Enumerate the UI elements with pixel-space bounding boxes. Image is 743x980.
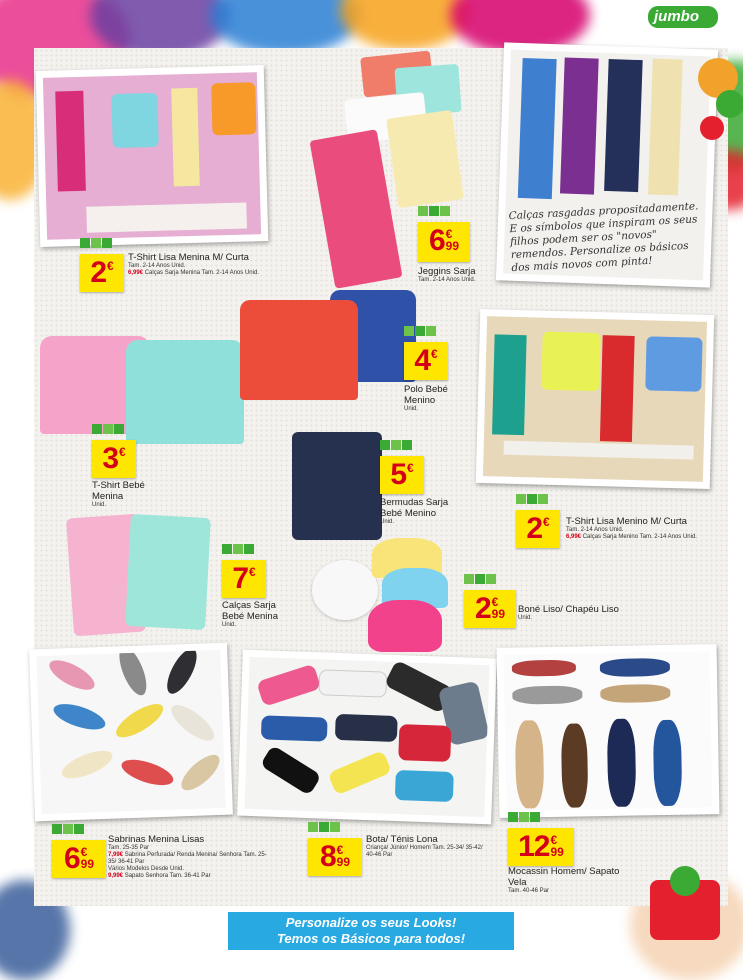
price-tag-jeggins: 6 € 99: [418, 222, 470, 262]
banner-line-2: Temos os Básicos para todos!: [276, 931, 466, 946]
price-tag-tshirt-menina: [80, 254, 124, 292]
label-tshirt-menino: T-Shirt Lisa Menino M/ Curta Tam. 2-14 Anos Unid. 6,99€ Calças Sarja Menino Tam. 2-14 Anos Unid.: [566, 516, 697, 540]
label-bone: Boné Liso/ Chapéu Liso Unid.: [518, 604, 619, 621]
product-name: T-Shirt Lisa Menina M/ Curta: [128, 252, 249, 263]
bermudas-image: [292, 432, 382, 540]
price-tag-polo: 4 €: [404, 342, 448, 380]
price-tag-mocassin: 12 € 99: [508, 828, 574, 866]
price-tag-tenis: 8 € 99: [308, 838, 362, 876]
slogan-banner: [228, 912, 514, 950]
label-tshirt-menina: T-Shirt Lisa Menina M/ Curta Tam. 2-14 Anos Unid. 6,99€ Calças Sarja Menina Tam. 2-14 Anos Unid.: [128, 252, 268, 277]
price-tag-tshirt-menino: 2 €: [516, 510, 560, 548]
product-size: Tam. 2-14 Anos Unid.: [128, 263, 186, 269]
ballet-flats-photo: [29, 643, 233, 822]
label-mocassin: Mocassin Homem/ Sapato Vela Tam. 40-46 Par: [508, 866, 620, 894]
price-tag-calcas-bebe: 7 €: [222, 560, 266, 598]
page-number: 15: [598, 10, 614, 26]
label-bermudas: Bermudas Sarja Bebé Menino Unid.: [380, 497, 449, 525]
label-sabrinas: Sabrinas Menina Lisas Tam. 25-35 Par 7,99€ Sabrina Perfurada/ Renda Menina/ Senhora Tam. 25-35/ 36-41 Par Vários Modelos Desde Unid. 9,99€ Sapato Senhora Tam. 36-41 Par: [108, 834, 267, 879]
canvas-sneakers-photo: [237, 650, 497, 825]
banner-line-1: Personalize os seus Looks!: [285, 915, 457, 930]
price-tag-tshirt-bebe: 3 €: [92, 440, 136, 478]
girls-clothes-photo: [36, 65, 269, 247]
loafers-boat-shoes-photo: [497, 644, 720, 818]
label-tenis: Bota/ Ténis Lona Criança/ Júnior/ Homem Tam. 25-34/ 35-42/ 40-46 Par: [366, 834, 483, 858]
handwritten-note: Calças rasgadas propositadamente. E os símbolos que inspiram os seus filhos podem ser os "novos" remendos. Personalize os básicos dos mais novos com pinta!: [508, 200, 699, 275]
label-jeggins: Jeggins Sarja Tam. 2-14 Anos Unid.: [418, 266, 476, 283]
price-integer: 2: [90, 256, 106, 289]
label-tshirt-bebe: T-Shirt Bebé Menina Unid.: [92, 480, 145, 508]
label-polo: Polo Bebé Menino Unid.: [404, 384, 448, 412]
price-currency: €: [107, 259, 114, 273]
sewing-kit-decoration: [640, 860, 730, 950]
brand-logo: jumbo: [648, 6, 718, 28]
price-tag-sabrinas: 6 € 99: [52, 840, 106, 878]
label-calcas-bebe: Calças Sarja Bebé Menina Unid.: [222, 600, 278, 628]
boys-clothes-photo: [476, 309, 714, 489]
price-tag-bermudas: 5 €: [380, 456, 424, 494]
price-tag-bone: 2 € 99: [464, 590, 516, 628]
